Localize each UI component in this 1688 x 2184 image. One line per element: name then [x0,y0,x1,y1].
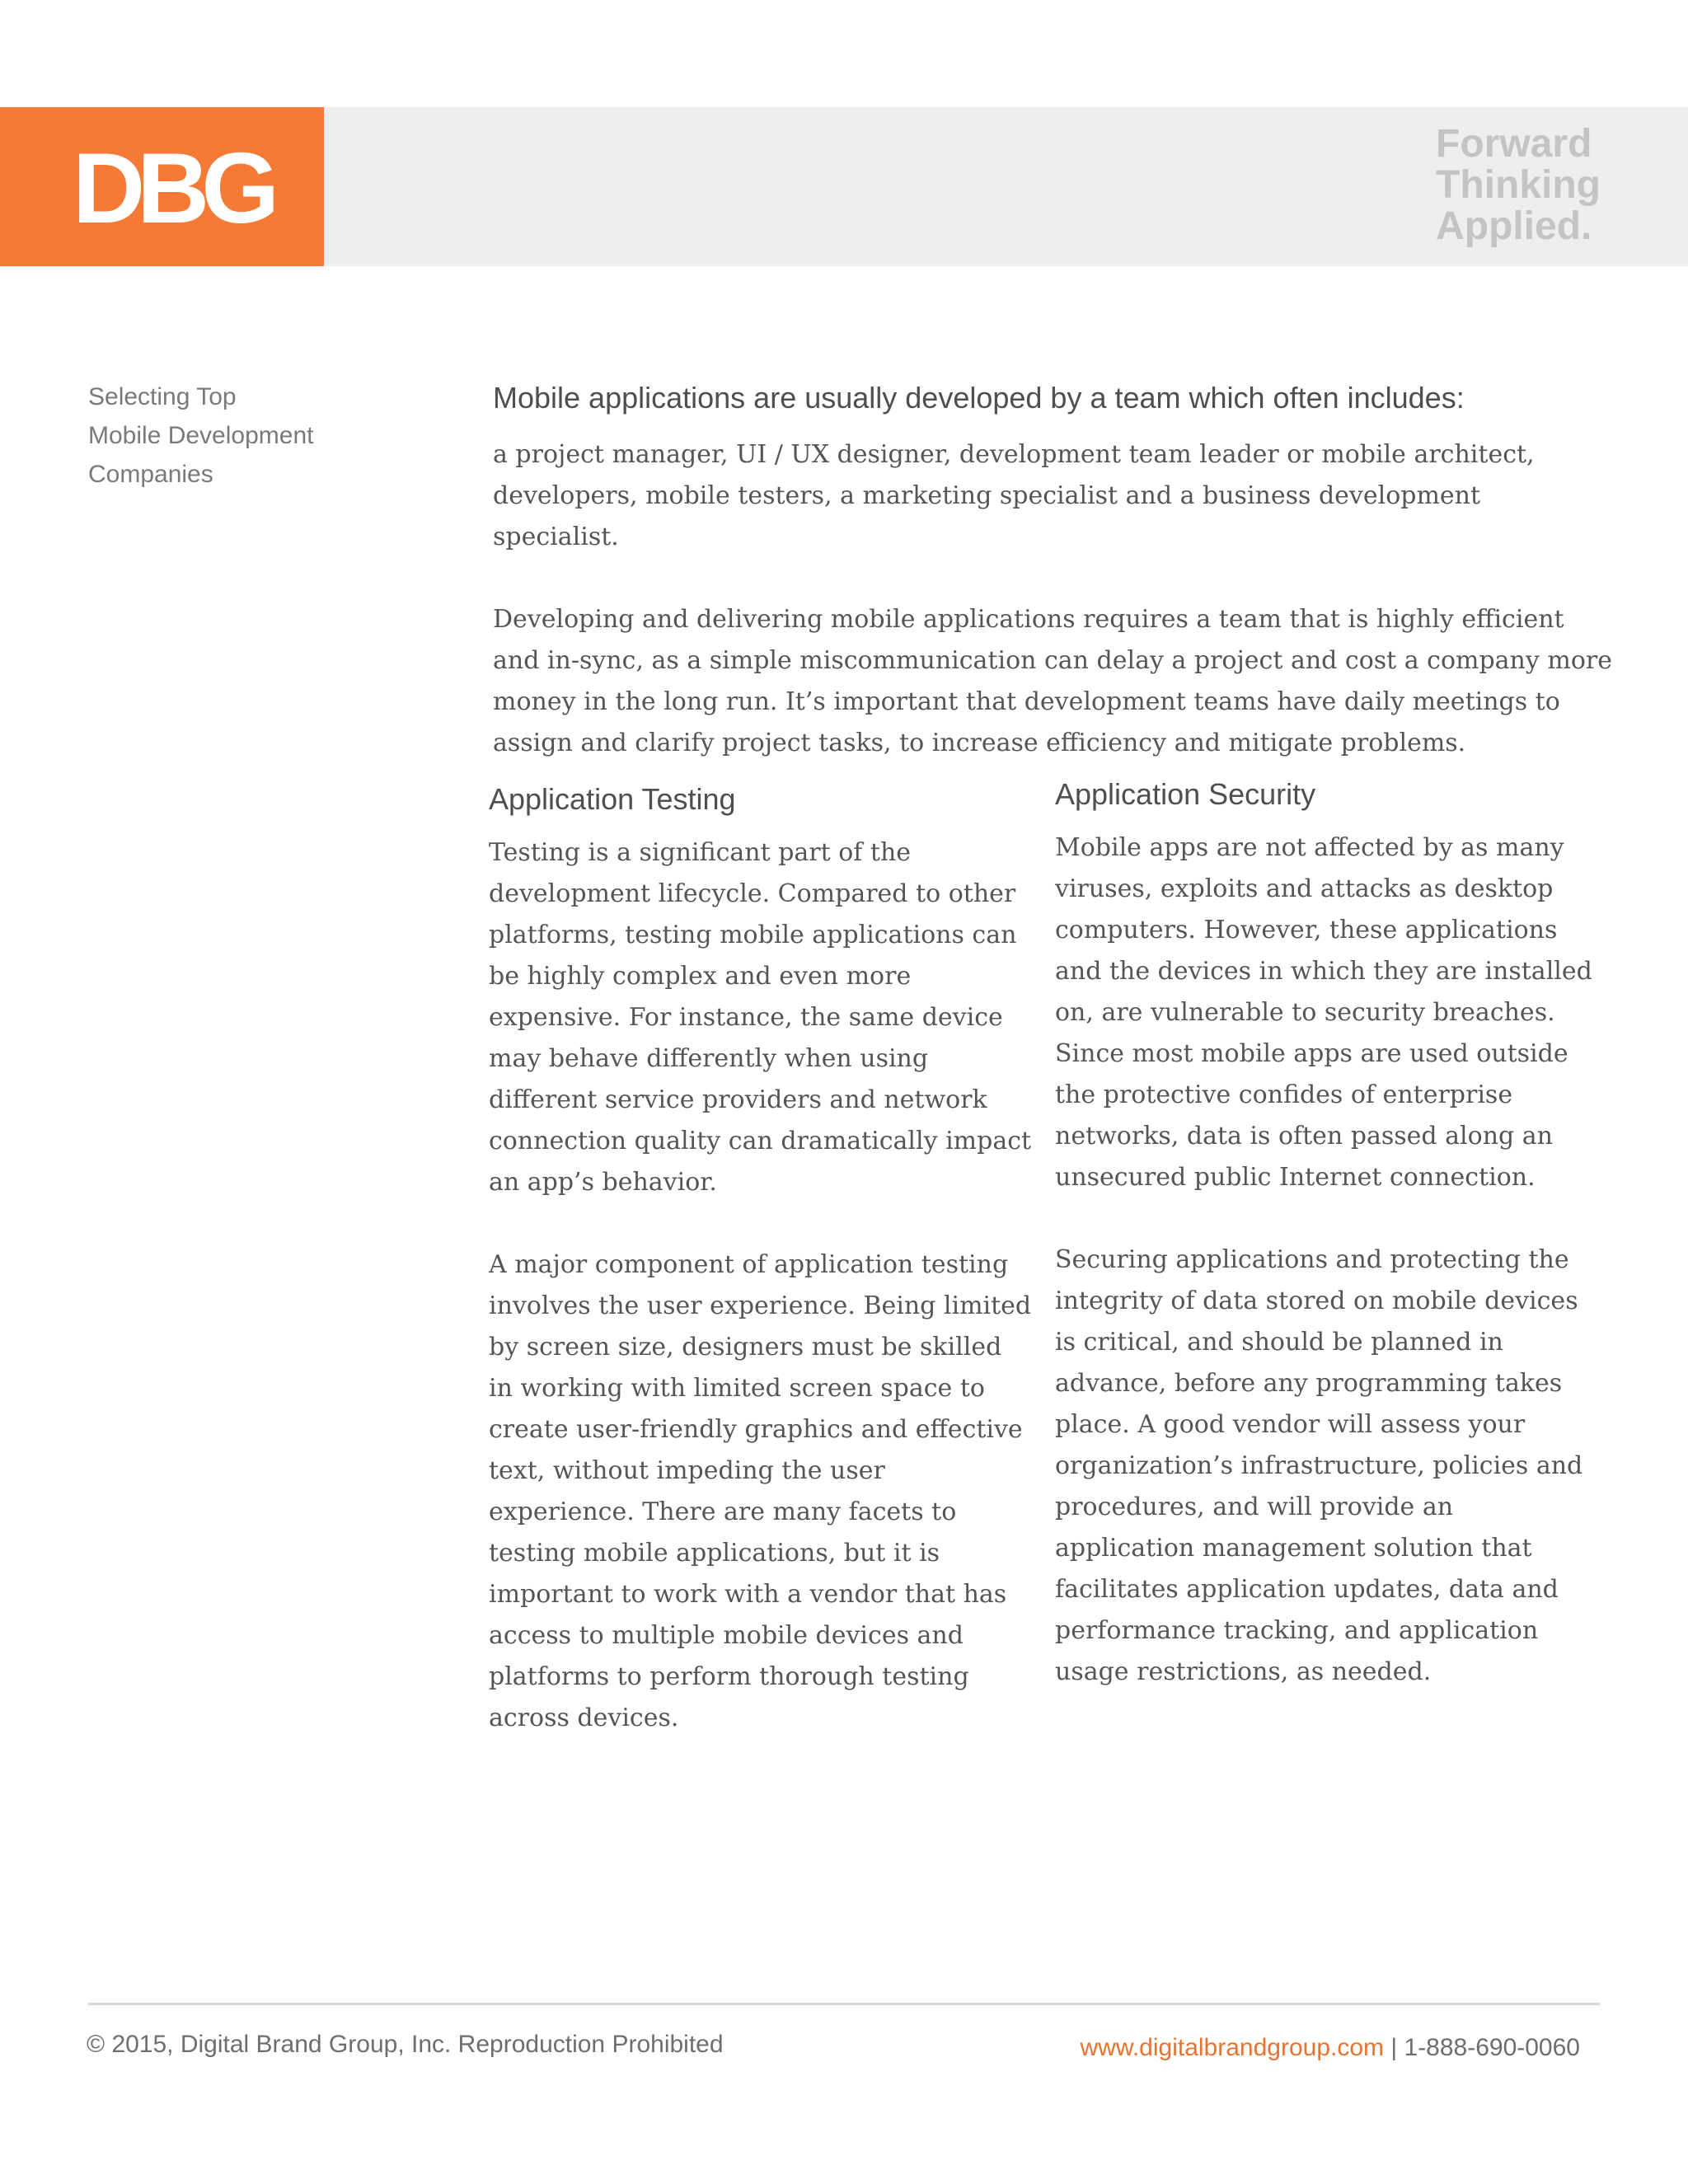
tagline-line: Thinking [1436,163,1601,207]
document-section-title [88,377,368,494]
dbg-logo: DBG [73,132,272,244]
section-title-line: Companies [88,461,213,488]
copyright-notice: © 2015, Digital Brand Group, Inc. Reproduction Prohibited [87,2031,724,2058]
security-paragraph: Mobile apps are not affected by as many viruses, exploits and attacks as desktop computers. However, these applications and the devices in which they are installed on, are vulnerable to security breaches. Since most mobile apps are used outside the protective confides of enterprise networks, data is often passed along an unsecured public Internet connection. [1055,833,1592,1192]
website-link[interactable]: www.digitalbrandgroup.com [1080,2034,1385,2061]
tagline [1436,124,1601,247]
footer-separator: | [1384,2034,1404,2061]
testing-paragraph: Testing is a significant part of the development lifecycle. Compared to other platforms, testing mobile applications can be highly complex and even more expensive. For instance, the same device may behave differently when using different service providers and network connection quality can dramatically impact an app’s behavior. [489,838,1032,1197]
section-title-line: Selecting Top [88,383,237,410]
intro-heading: Mobile applications are usually developed by a team which often includes: [493,381,1465,415]
testing-paragraph: A major component of application testing involves the user experience. Being limited by screen size, designers must be skilled in working with limited screen space to create user-friendly graphics and effective text, without impeding the user experience. There are many facets to testing mobile applications, but it is important to work with a vendor that has access to multiple mobile devices and platforms to perform thorough testing across devices. [489,1250,1032,1732]
tagline-line: Forward [1436,122,1592,166]
footer-divider [88,2003,1600,2005]
security-heading: Application Security [1055,777,1316,811]
testing-heading: Application Testing [489,782,736,816]
footer-contact [1080,2032,1580,2064]
security-column [1055,774,1599,1734]
tagline-line: Applied. [1436,204,1592,248]
testing-column [489,779,1033,1780]
security-paragraph: Securing applications and protecting the integrity of data stored on mobile devices is critical, and should be planned in advance, before any programming takes place. A good vendor will assess your organization’s infrastructure, policies and procedures, and will provide an application management solution that facilitates application updates, data and performance tracking, and application usage restrictions, as needed. [1055,1245,1583,1686]
intro-paragraph: Developing and delivering mobile applications requires a team that is highly efficient and in-sync, as a simple miscommunication can delay a project and cost a company more money in the long run. It’s important that development teams have daily meetings to assign and clarify project tasks, to increase efficiency and mitigate problems. [493,605,1612,757]
intro-paragraph: a project manager, UI / UX designer, development team leader or mobile architect, developers, mobile testers, a marketing specialist and a business development specialist. [493,440,1535,551]
phone-number: 1-888-690-0060 [1404,2034,1580,2061]
intro-body [493,434,1614,805]
section-title-line: Mobile Development [88,422,314,449]
